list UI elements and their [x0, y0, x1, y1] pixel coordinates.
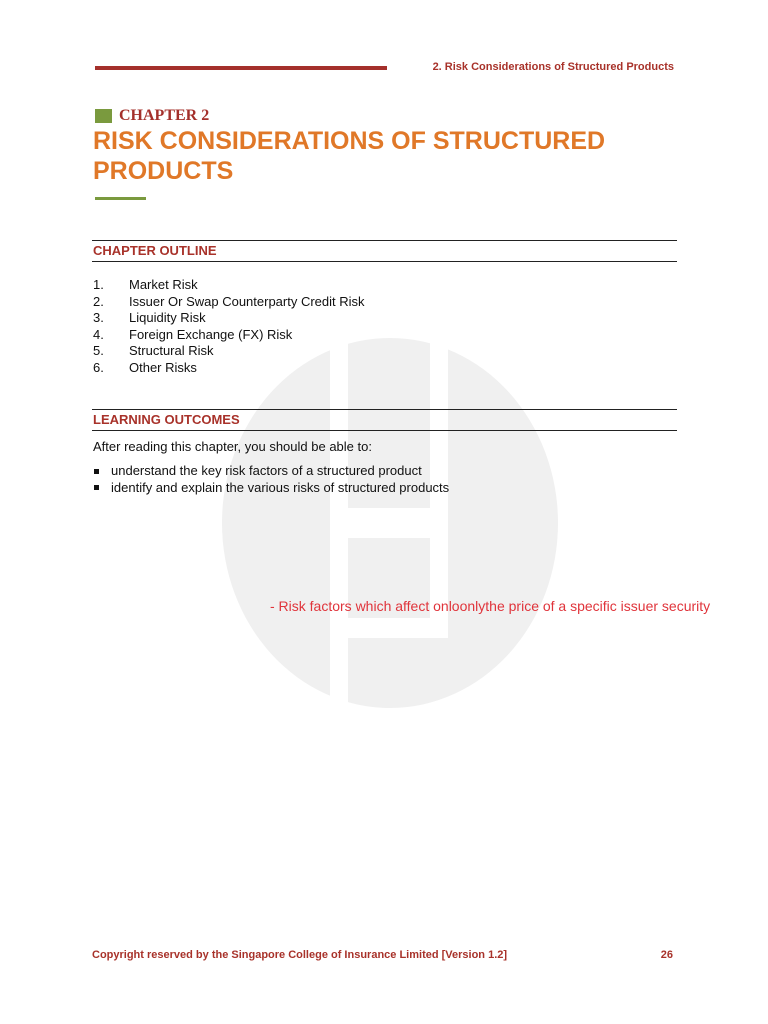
learning-outcomes-list	[93, 463, 449, 496]
list-item	[93, 480, 449, 497]
list-item	[93, 294, 365, 311]
list-item	[93, 343, 365, 360]
learning-outcomes-heading	[92, 409, 677, 431]
list-item	[93, 360, 365, 377]
list-item-number: 4.	[93, 326, 104, 342]
chapter-label	[95, 107, 209, 125]
list-item	[93, 463, 449, 480]
chapter-marker-square	[95, 109, 112, 123]
square-bullet-icon	[94, 485, 99, 490]
chapter-outline-heading	[92, 240, 677, 262]
chapter-number: CHAPTER 2	[119, 107, 210, 124]
list-item-text: Structural Risk	[129, 343, 214, 359]
learning-outcomes-heading-text: LEARNING OUTCOMES	[93, 412, 240, 427]
list-item-text: Foreign Exchange (FX) Risk	[129, 326, 293, 342]
chapter-outline-heading-text: CHAPTER OUTLINE	[93, 243, 217, 258]
list-item-number: 5.	[93, 343, 104, 359]
header-rule	[95, 66, 387, 70]
list-item	[93, 277, 365, 294]
list-item-text: Issuer Or Swap Counterparty Credit Risk	[129, 293, 365, 309]
list-item-text: understand the key risk factors of a structured product	[111, 463, 422, 478]
chapter-outline-list	[93, 277, 365, 377]
footer-copyright: Copyright reserved by the Singapore College of Insurance Limited [Version 1.2]	[92, 949, 508, 961]
list-item	[93, 327, 365, 344]
running-header: 2. Risk Considerations of Structured Products	[432, 61, 674, 73]
list-item-text: Market Risk	[129, 277, 198, 292]
list-item-text: identify and explain the various risks of structured products	[111, 479, 450, 495]
page-number: 26	[660, 949, 673, 961]
title-underline	[95, 197, 146, 200]
list-item-number: 1.	[93, 277, 104, 292]
list-item-number: 6.	[93, 359, 104, 375]
annotation-note: - Risk factors which affect onloonlythe price of a specific issuer security	[270, 598, 711, 614]
chapter-title: RISK CONSIDERATIONS OF STRUCTURED PRODUCTS	[93, 127, 606, 185]
list-item-number: 3.	[93, 310, 104, 326]
square-bullet-icon	[94, 469, 99, 474]
learning-intro: After reading this chapter, you should be able to:	[93, 439, 372, 454]
list-item-text: Other Risks	[129, 359, 197, 375]
list-item-number: 2.	[93, 293, 104, 309]
list-item	[93, 310, 365, 327]
list-item-text: Liquidity Risk	[129, 310, 206, 326]
